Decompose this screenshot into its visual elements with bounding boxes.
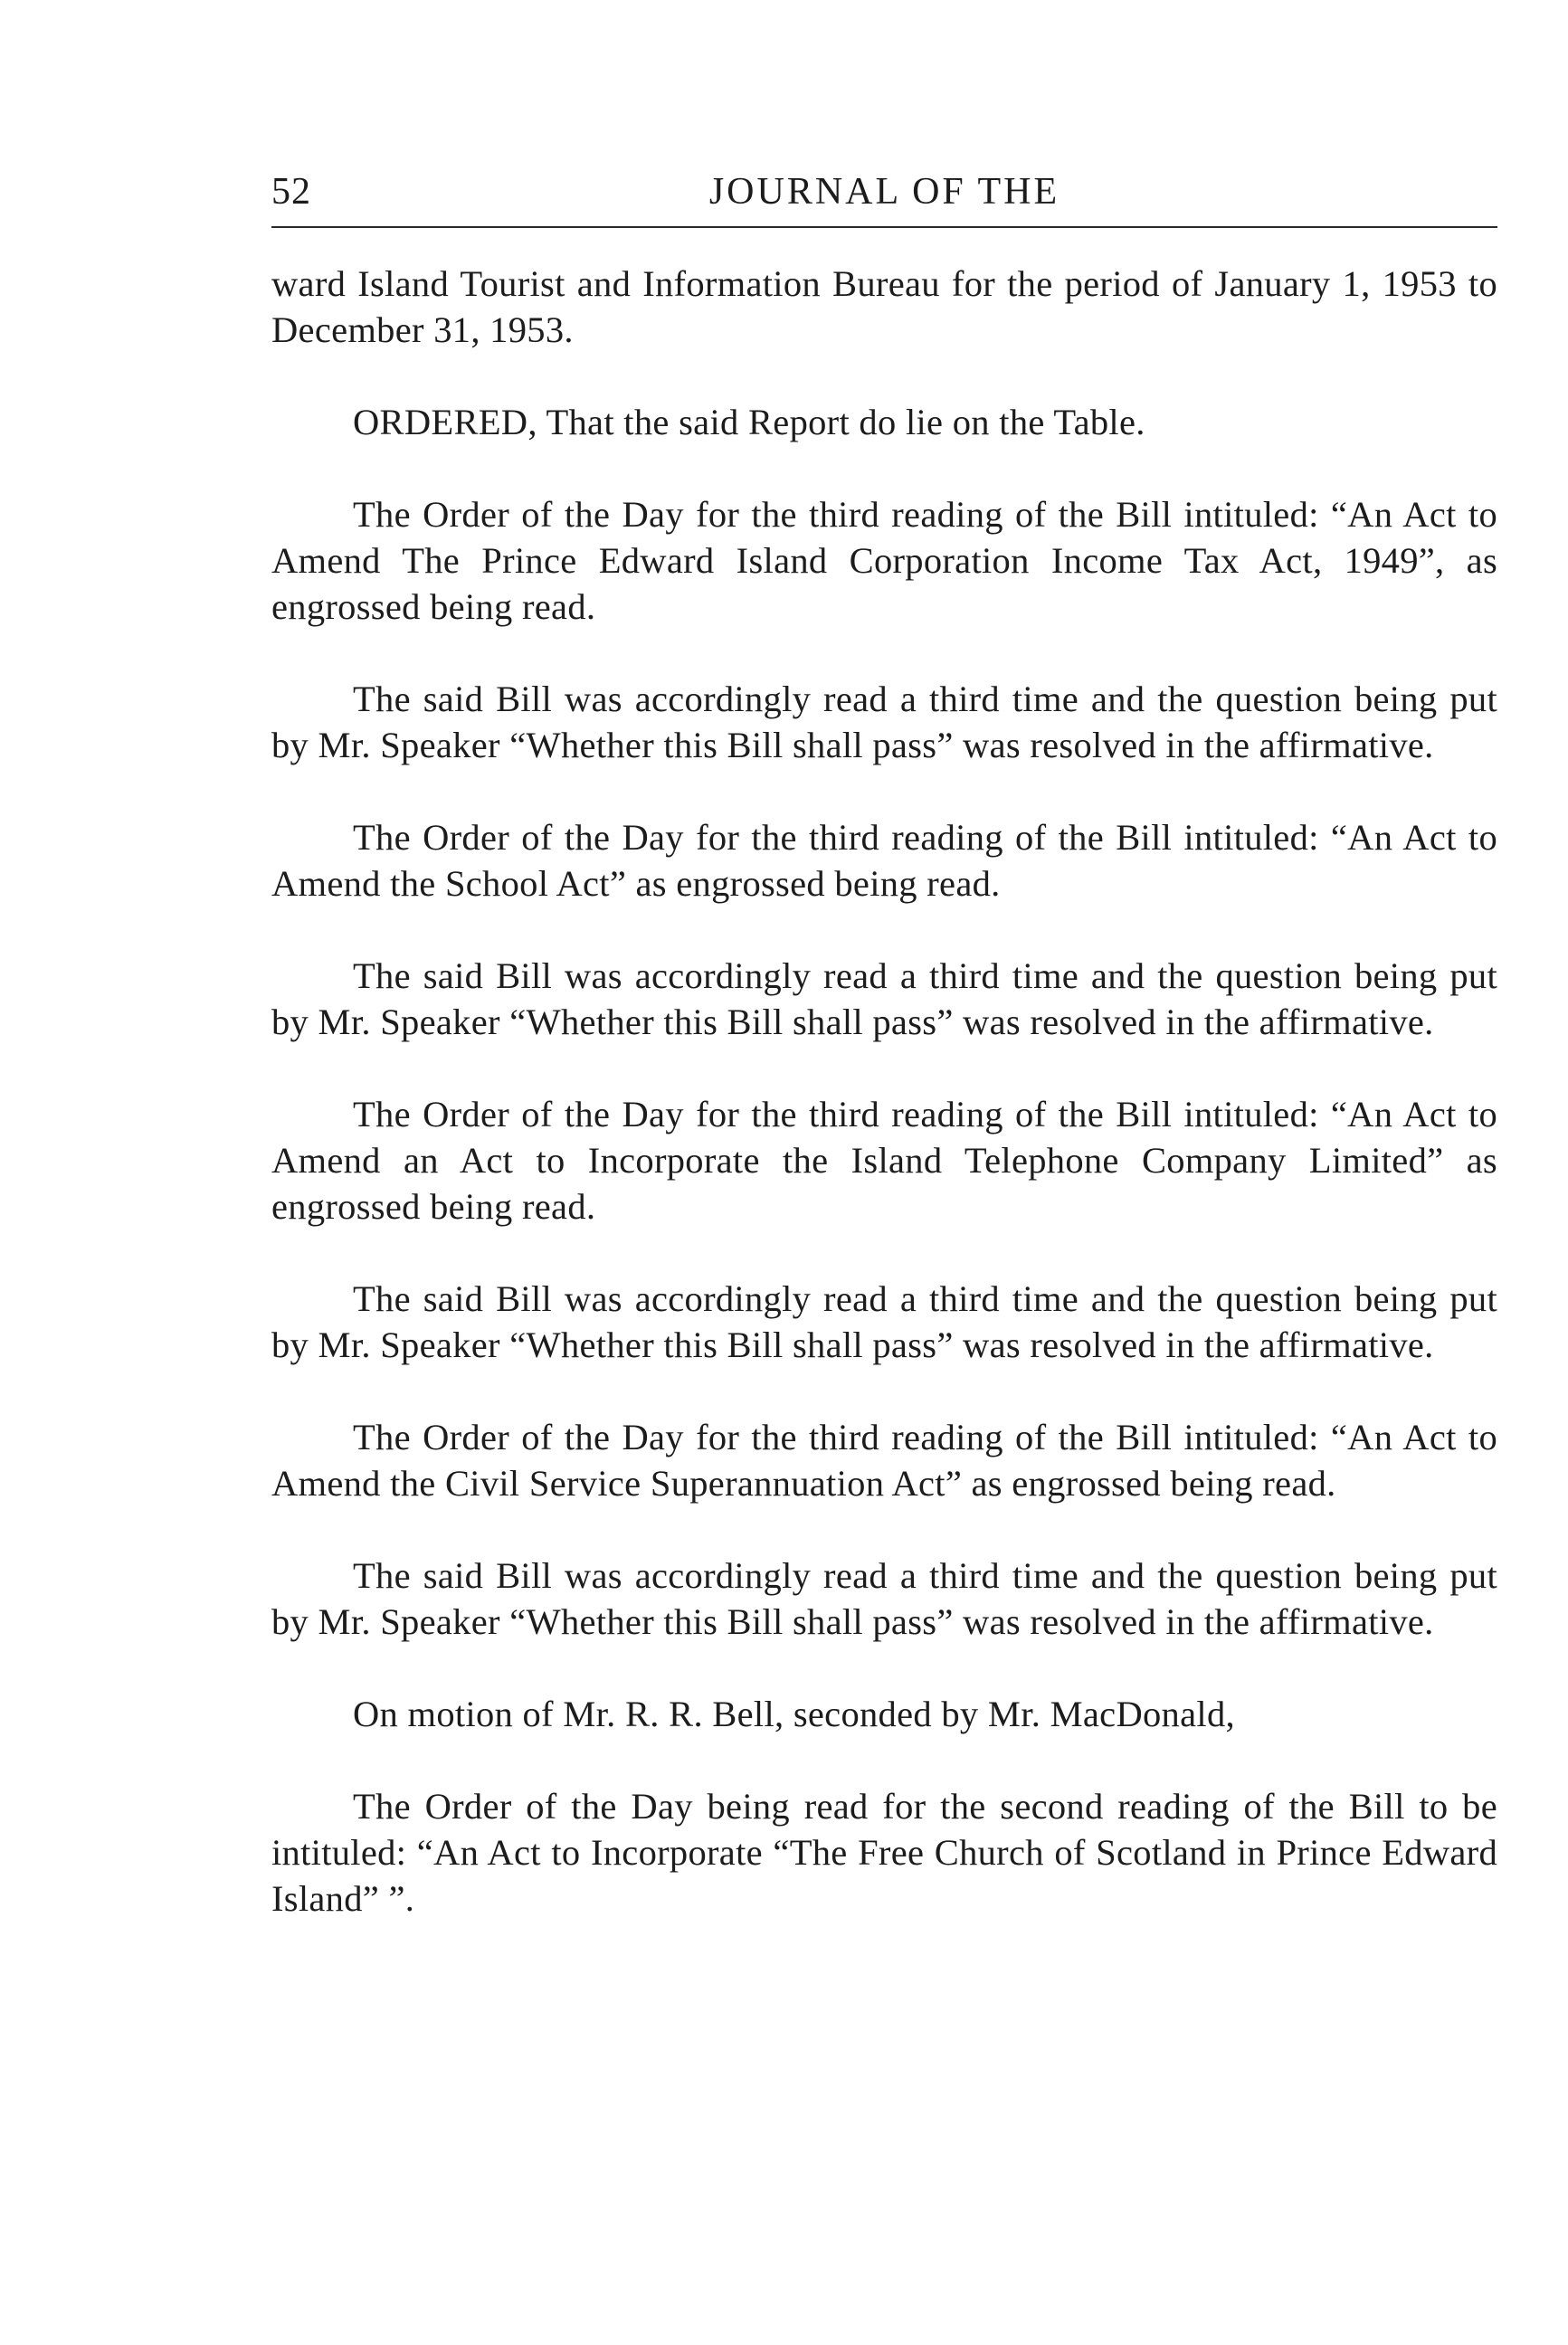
paragraph-order-school-act: The Order of the Day for the third reading of the Bill intituled: “An Act to Amend the School Act” as engrossed being read. (271, 817, 1497, 904)
journal-page (271, 163, 1497, 1922)
paragraph-second-reading: The Order of the Day being read for the second reading of the Bill to be intituled: “An Act to Incorporate “The Free Church of Scotland in Prince Edward Island” ”. (271, 1786, 1497, 1919)
paragraph-order-corporation-tax: The Order of the Day for the third reading of the Bill intituled: “An Act to Amend The Prince Edward Island Corporation Income Tax Act, 1949”, as engrossed being read. (271, 494, 1497, 627)
paragraph-passed-telephone: The said Bill was accordingly read a third time and the question being put by Mr. Speaker “Whether this Bill shall pass” was resolved in the affirmative. (271, 1278, 1497, 1365)
paragraph-order-telephone: The Order of the Day for the third reading of the Bill intituled: “An Act to Amend an Act to Incorporate the Island Telephone Company Limited” as engrossed being read. (271, 1094, 1497, 1227)
running-title: JOURNAL OF THE (708, 171, 1060, 213)
paragraph-passed-school-act: The said Bill was accordingly read a third time and the question being put by Mr. Speaker “Whether this Bill shall pass” was resolved in the affirmative. (271, 955, 1497, 1042)
paragraph-ordered: ORDERED, That the said Report do lie on the Table. (353, 402, 1145, 442)
paragraph-passed-superannuation: The said Bill was accordingly read a third time and the question being put by Mr. Speaker “Whether this Bill shall pass” was resolved in the affirmative. (271, 1555, 1497, 1642)
header-rule (271, 226, 1497, 228)
paragraph-passed-corporation-tax: The said Bill was accordingly read a third time and the question being put by Mr. Speaker “Whether this Bill shall pass” was resolved in the affirmative. (271, 679, 1497, 765)
page-number: 52 (271, 171, 311, 213)
paragraph-motion: On motion of Mr. R. R. Bell, seconded by Mr. MacDonald, (353, 1694, 1235, 1734)
running-head (271, 163, 1497, 217)
journal-body (271, 261, 1497, 1922)
paragraph-continuation: ward Island Tourist and Information Bureau for the period of January 1, 1953 to December 31, 1953. (271, 263, 1497, 350)
paragraph-order-superannuation: The Order of the Day for the third reading of the Bill intituled: “An Act to Amend the Civil Service Superannuation Act” as engrossed being read. (271, 1417, 1497, 1504)
